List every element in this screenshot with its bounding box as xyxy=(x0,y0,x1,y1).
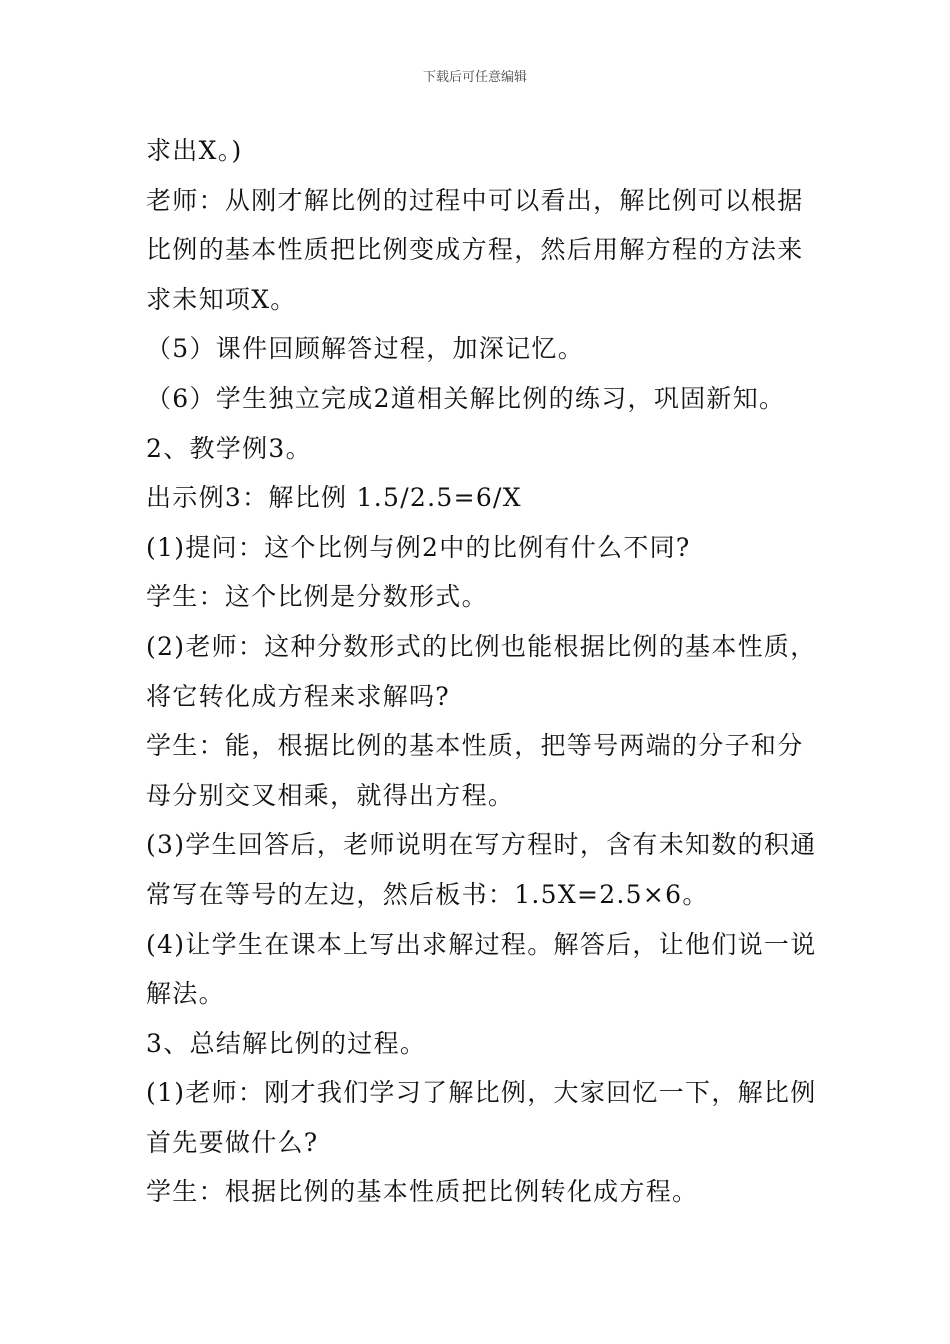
text-line: 学生：根据比例的基本性质把比例转化成方程。 xyxy=(146,1177,699,1207)
text-line: 学生：能，根据比例的基本性质，把等号两端的分子和分 xyxy=(146,731,804,761)
text-line: （5）课件回顾解答过程，加深记忆。 xyxy=(146,334,585,364)
section-heading: 2、教学例3。 xyxy=(146,433,312,463)
text-line: 出示例3：解比例 1.5/2.5=6/X xyxy=(146,483,522,513)
text-line: 母分别交叉相乘，就得出方程。 xyxy=(146,780,515,810)
text-line: (1)老师：刚才我们学习了解比例，大家回忆一下，解比例 xyxy=(146,1078,817,1108)
page-header: 下载后可任意编辑 xyxy=(422,70,527,85)
text-line: （6）学生独立完成2道相关解比例的练习，巩固新知。 xyxy=(146,383,786,413)
document-body xyxy=(146,126,826,1217)
text-line: 求出X。) xyxy=(146,136,243,165)
text-line: (2)老师：这种分数形式的比例也能根据比例的基本性质， xyxy=(146,631,817,661)
text-line: 求未知项X。 xyxy=(146,284,297,314)
text-line: 将它转化成方程来求解吗? xyxy=(146,681,451,711)
text-line: 常写在等号的左边，然后板书：1.5X=2.5×6。 xyxy=(146,879,709,909)
text-line: (3)学生回答后，老师说明在写方程时，含有未知数的积通 xyxy=(146,830,817,860)
text-line: 首先要做什么? xyxy=(146,1127,319,1157)
text-line: 比例的基本性质把比例变成方程，然后用解方程的方法来 xyxy=(146,235,804,265)
text-line: 学生：这个比例是分数形式。 xyxy=(146,582,488,612)
text-line: 老师：从刚才解比例的过程中可以看出，解比例可以根据 xyxy=(146,185,804,215)
text-line: 解法。 xyxy=(146,979,225,1009)
section-heading: 3、总结解比例的过程。 xyxy=(146,1028,427,1058)
text-line: (1)提问：这个比例与例2中的比例有什么不同? xyxy=(146,532,691,562)
text-line: (4)让学生在课本上写出求解过程。解答后，让他们说一说 xyxy=(146,929,817,959)
